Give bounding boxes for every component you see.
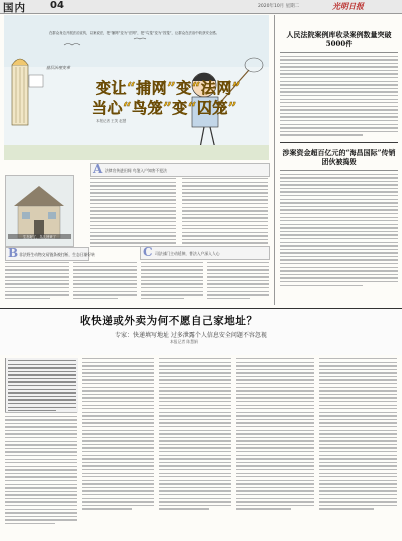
section-a-label xyxy=(90,163,270,177)
section-title: 国内 xyxy=(3,2,26,14)
bottom-column-5 xyxy=(319,358,397,510)
page-number: 04 xyxy=(50,0,64,11)
photo-caption: 生态好了，鸟儿回来了 xyxy=(8,234,71,239)
section-b-letter: B xyxy=(8,246,19,260)
feature-byline: 本报记者 王笑 赵慧 xyxy=(96,119,127,123)
section-a-letter: A xyxy=(93,162,103,176)
section-a-title: 法律宣传进田间 鸟笼入户知害不犯法 xyxy=(105,168,167,173)
section-b-column-1 xyxy=(5,262,69,299)
section-a-column-1 xyxy=(90,178,176,247)
feature-kicker: 基层治理变革 xyxy=(46,65,70,70)
bottom-byline: 本报记者 陈慧娟 xyxy=(170,339,198,344)
bottom-subhead: 专家：快递填写地址 过多泄露个人信息安全问题不容忽视 xyxy=(115,332,267,339)
feature-illustration xyxy=(4,15,269,160)
bottom-column-1 xyxy=(5,412,77,524)
bottom-intro-box xyxy=(5,358,78,413)
section-a-column-2 xyxy=(182,178,268,247)
house-photo xyxy=(5,175,74,247)
right-story-2-body xyxy=(280,170,398,286)
brand-logo: 光明日报 xyxy=(332,1,364,11)
section-b-label xyxy=(5,246,95,261)
feature-headline-line1: 变让“捕网”变“法网” xyxy=(96,79,242,97)
section-b-column-2 xyxy=(73,262,137,299)
feature-headline-line2: 当心“鸟笼”变“囚笼” xyxy=(92,99,238,117)
section-c-column-2 xyxy=(207,262,269,299)
bottom-column-2 xyxy=(82,358,154,510)
right-headline-2: 涉案资金超百亿元的“海昌国际”传销团伙被捣毁 xyxy=(282,148,396,166)
right-story-1-body xyxy=(280,52,398,136)
right-headline-1: 人民法院案例库收录案例数量突破5000件 xyxy=(286,30,392,48)
bottom-headline: 收快递或外卖为何不愿自己家地址？ xyxy=(80,315,258,327)
section-c-column-1 xyxy=(141,262,203,299)
column-divider xyxy=(274,15,275,305)
right-divider xyxy=(280,142,398,143)
section-c-label xyxy=(140,246,270,260)
section-c-title: 司法部门主动延伸，普法入户深入人心 xyxy=(155,251,220,256)
section-b-title: 非法野生动物交易链条被打断，生态日渐好转 xyxy=(19,252,95,257)
feature-intro: 在群众身边开展法治宣传，以案说法，把“捕网”变为“法网”，把“鸟笼”变为“囚笼”，让群众在法治中收获安全感。 xyxy=(49,31,220,35)
bottom-column-4 xyxy=(236,358,314,510)
section-c-letter: C xyxy=(143,245,153,259)
date-line: 2020年10月 星期二 xyxy=(258,4,300,9)
bottom-column-3 xyxy=(159,358,231,510)
